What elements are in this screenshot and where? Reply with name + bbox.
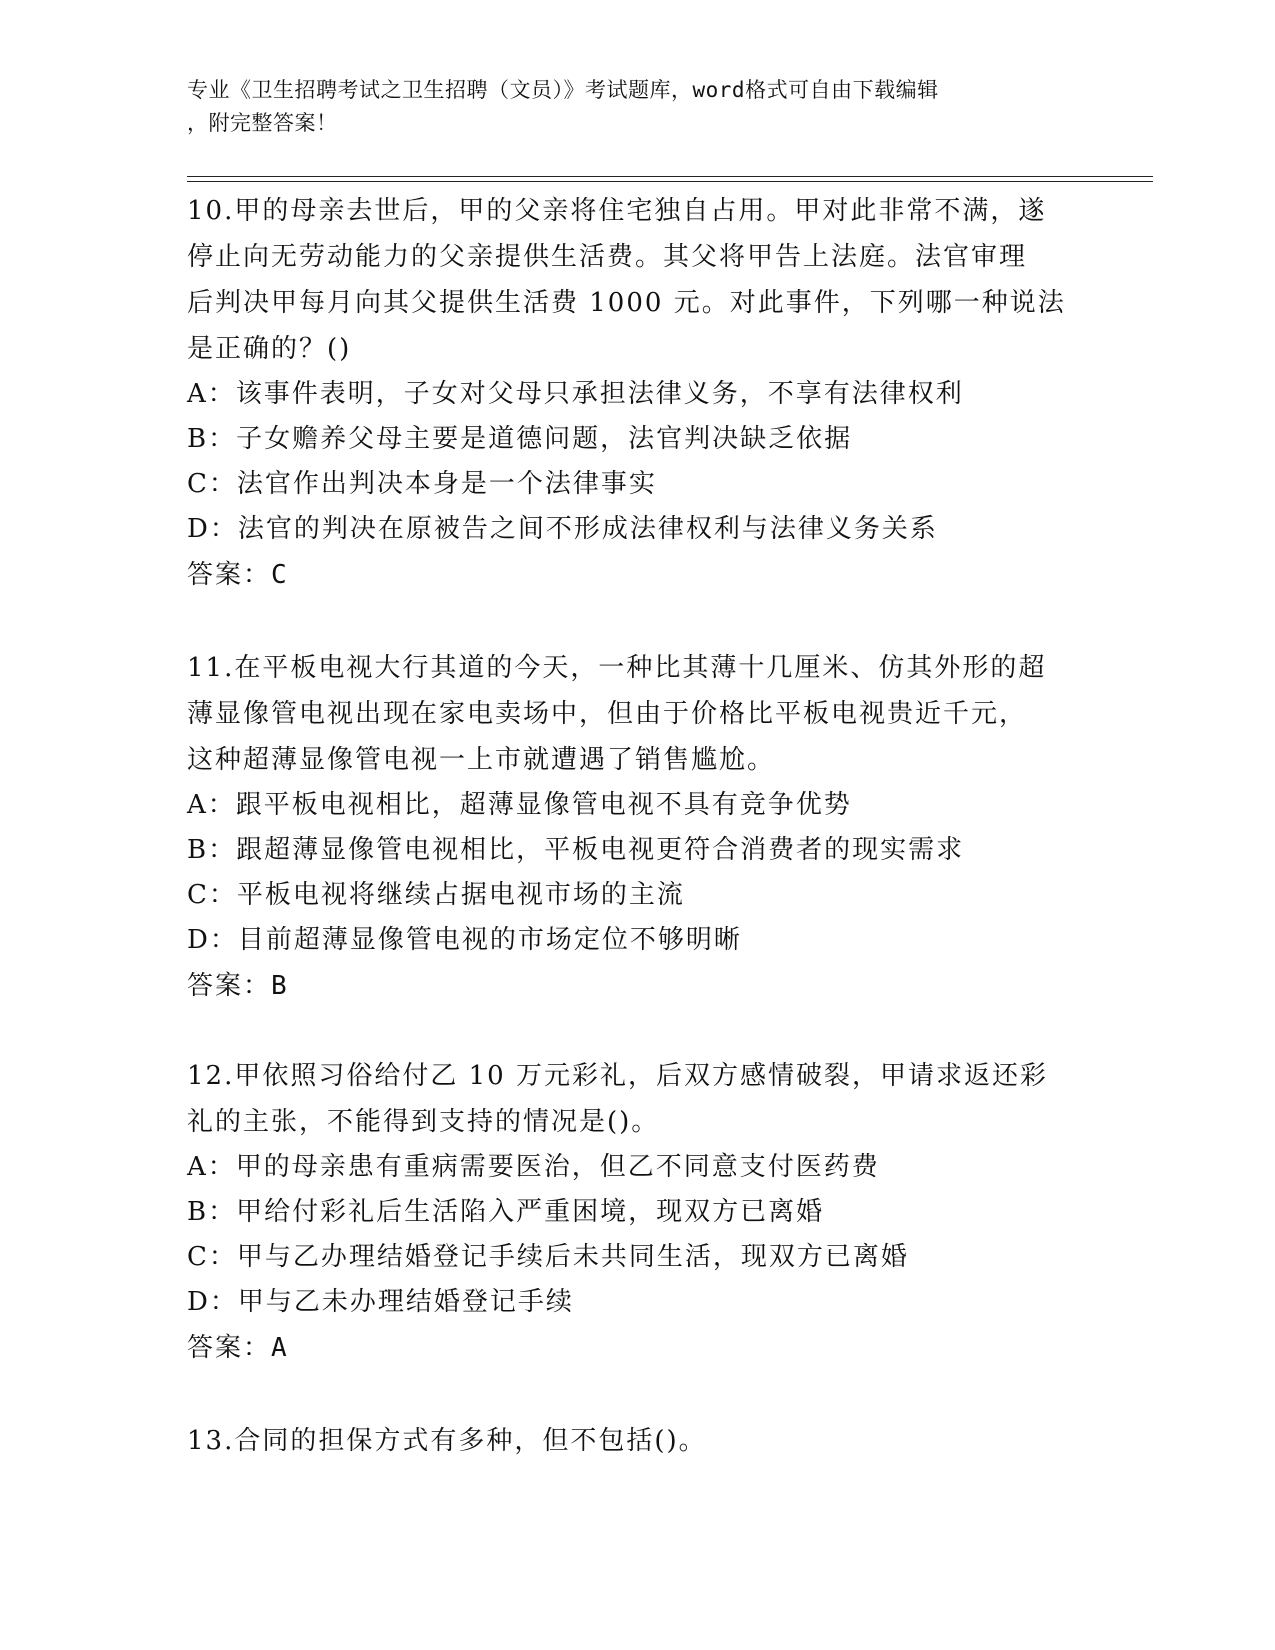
option-b: B：跟超薄显像管电视相比，平板电视更符合消费者的现实需求 bbox=[187, 835, 965, 865]
answer-line bbox=[187, 963, 1077, 1009]
header-line: ，附完整答案！ bbox=[187, 111, 338, 135]
question-stem-line: 停止向无劳动能力的父亲提供生活费。其父将甲告上法庭。法官审理 bbox=[187, 242, 1028, 272]
option-b: B：甲给付彩礼后生活陷入严重困境，现双方已离婚 bbox=[187, 1197, 825, 1227]
question-stem-line: 11.在平板电视大行其道的今天，一种比其薄十几厘米、仿其外形的超 bbox=[187, 653, 1047, 683]
header-divider bbox=[187, 181, 1153, 182]
question-stem-line: 礼的主张，不能得到支持的情况是()。 bbox=[187, 1107, 660, 1137]
answer-value: C bbox=[271, 560, 289, 590]
answer-line bbox=[187, 1325, 1077, 1371]
question-11 bbox=[187, 645, 1077, 1009]
option-b: B：子女赡养父母主要是道德问题，法官判决缺乏依据 bbox=[187, 424, 853, 454]
option-a: A：该事件表明，子女对父母只承担法律义务，不享有法律权利 bbox=[187, 379, 964, 409]
question-stem-line: 13.合同的担保方式有多种，但不包括()。 bbox=[187, 1426, 707, 1456]
answer-label: 答案： bbox=[187, 1333, 272, 1363]
answer-label: 答案： bbox=[187, 971, 272, 1001]
question-stem-line: 后判决甲每月向其父提供生活费 1000 元。对此事件，下列哪一种说法 bbox=[187, 288, 1066, 318]
option-c: C：法官作出判决本身是一个法律事实 bbox=[187, 469, 657, 499]
question-stem-line: 10.甲的母亲去世后，甲的父亲将住宅独自占用。甲对此非常不满，遂 bbox=[187, 196, 1047, 226]
header-line: 专业《卫生招聘考试之卫生招聘（文员）》考试题库，word格式可自由下载编辑 bbox=[187, 78, 939, 102]
option-a: A：跟平板电视相比，超薄显像管电视不具有竞争优势 bbox=[187, 790, 852, 820]
document-header bbox=[187, 74, 1067, 140]
question-stem-line: 薄显像管电视出现在家电卖场中，但由于价格比平板电视贵近千元， bbox=[187, 699, 1028, 729]
question-stem-line: 12.甲依照习俗给付乙 10 万元彩礼，后双方感情破裂，甲请求返还彩 bbox=[187, 1061, 1048, 1091]
question-stem-line: 是正确的？() bbox=[187, 334, 352, 364]
question-stem-line: 这种超薄显像管电视一上市就遭遇了销售尴尬。 bbox=[187, 745, 776, 775]
question-10 bbox=[187, 188, 1077, 598]
answer-value: A bbox=[271, 1333, 289, 1363]
question-13 bbox=[187, 1418, 1077, 1464]
option-d: D：目前超薄显像管电视的市场定位不够明晰 bbox=[187, 925, 742, 955]
option-a: A：甲的母亲患有重病需要医治，但乙不同意支付医药费 bbox=[187, 1152, 880, 1182]
answer-label: 答案： bbox=[187, 560, 272, 590]
question-12 bbox=[187, 1053, 1077, 1371]
option-d: D：甲与乙未办理结婚登记手续 bbox=[187, 1287, 574, 1317]
header-divider bbox=[187, 176, 1153, 177]
answer-line bbox=[187, 552, 1077, 598]
option-c: C：甲与乙办理结婚登记手续后未共同生活，现双方已离婚 bbox=[187, 1242, 909, 1272]
option-d: D：法官的判决在原被告之间不形成法律权利与法律义务关系 bbox=[187, 514, 938, 544]
option-c: C：平板电视将继续占据电视市场的主流 bbox=[187, 880, 685, 910]
answer-value: B bbox=[271, 971, 289, 1001]
